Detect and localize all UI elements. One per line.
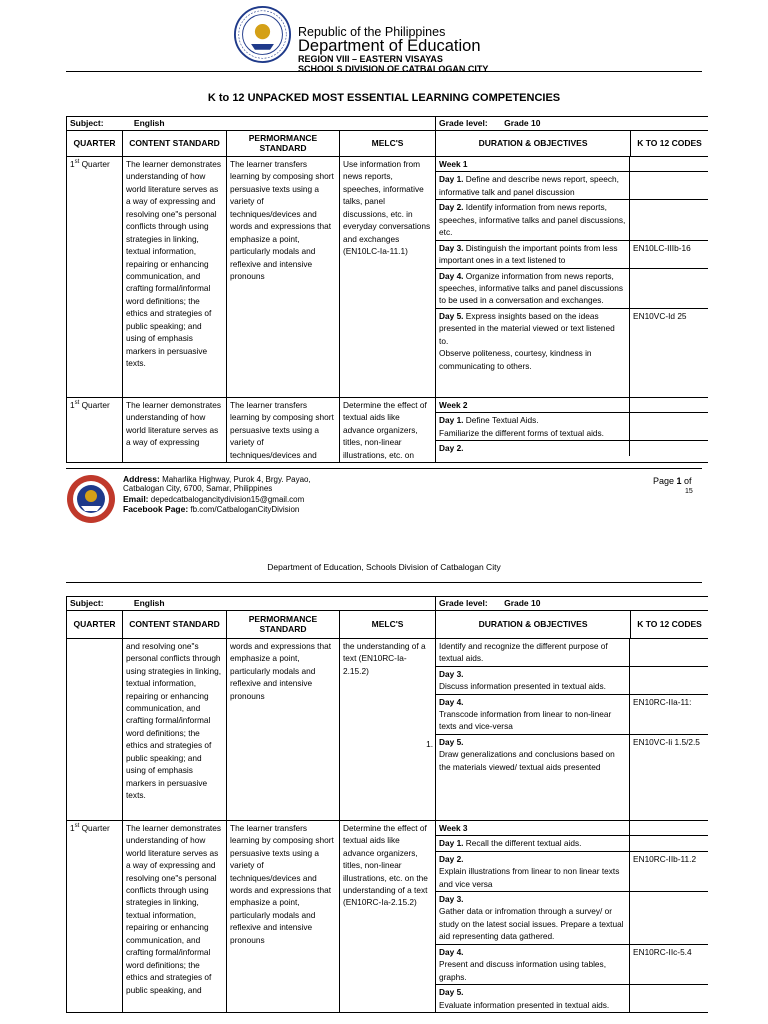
list-item <box>436 398 708 413</box>
list-item <box>436 269 708 309</box>
day-label: Day 2. <box>439 853 464 864</box>
melc-table-page2 <box>66 596 708 1013</box>
page-prefix: Page <box>653 476 677 486</box>
code-cell: EN10VC-Ii 1.5/2.5 <box>633 736 700 747</box>
col-duration-objectives: DURATION & OBJECTIVES <box>436 610 631 638</box>
objectives-stack <box>436 157 708 398</box>
code-cell <box>630 200 708 239</box>
list-item <box>436 836 708 851</box>
code-cell <box>630 667 708 694</box>
division-logo-icon <box>66 474 116 524</box>
objective-text: Present and discuss information using tables, graphs. <box>439 959 606 982</box>
code-cell <box>630 269 708 308</box>
col-content-standard: CONTENT STANDARD <box>123 130 227 156</box>
objective-text: Distinguish the important points from less important ones in a text listened to <box>439 242 618 266</box>
subject-value: English <box>133 118 165 128</box>
region-label: REGION VIII – EASTERN VISAYAS <box>298 54 443 64</box>
page-current: 1 <box>676 476 682 486</box>
page-total: 15 <box>685 488 693 495</box>
objective-text: Define Textual Aids. <box>463 415 539 426</box>
col-melcs: MELC'S <box>340 130 436 156</box>
list-item <box>436 892 708 945</box>
page-number <box>653 476 693 495</box>
table-row <box>67 397 709 462</box>
melc-cell: Determine the effect of textual aids like advance organizers, titles, non-linear illustrations, etc. on <box>340 397 436 462</box>
facebook-label: Facebook Page: <box>123 504 189 515</box>
week-label: Week 3 <box>439 822 468 833</box>
day-label: Day 5. <box>439 736 464 747</box>
grade-value: Grade 10 <box>504 598 541 608</box>
code-cell <box>630 172 708 199</box>
objective-text: Evaluate information presented in textual aids. <box>439 999 610 1010</box>
code-cell <box>630 892 708 944</box>
col-k12-codes: K TO 12 CODES <box>631 610 708 638</box>
page-of: of <box>681 476 692 486</box>
objective-text: Identify information from news reports, speeches, informative talks and panel discussions, etc. <box>439 202 626 238</box>
objective-text: Draw generalizations and conclusions based on the materials viewed/ textual aids presented <box>439 749 615 772</box>
objective-text: Observe politeness, courtesy, kindness in communicating to others. <box>439 348 592 371</box>
list-item <box>436 309 708 397</box>
col-duration-objectives: DURATION & OBJECTIVES <box>436 130 631 156</box>
col-content-standard: CONTENT STANDARD <box>123 610 227 638</box>
col-performance-standard: PERMORMANCE STANDARD <box>227 610 340 638</box>
objective-text: Transcode information from linear to non-linear texts and vice-versa <box>439 708 612 732</box>
performance-standard-cell: words and expressions that emphasize a point, particularly modals and reflexive and intensive pronouns <box>227 638 340 820</box>
list-marker: 1. <box>426 738 434 749</box>
subject-value: English <box>133 598 165 608</box>
grade-cell <box>436 597 708 611</box>
performance-standard-cell: The learner transfers learning by composing short persuasive texts using a variety of techniques/devices and <box>227 397 340 462</box>
objective-text: Familiarize the different forms of textual aids. <box>439 427 604 438</box>
code-cell <box>630 441 708 455</box>
quarter-cell: 1st Quarter <box>67 157 123 398</box>
day-label: Day 3. <box>439 894 464 904</box>
day-label: Day 3. <box>439 242 464 253</box>
division-label: SCHOOLS DIVISION OF CATBALOGAN CITY <box>298 64 489 74</box>
objective-text: Organize information from news reports, speeches, informative talks and panel discussions to be used in a conversation and exchanges. <box>439 270 624 306</box>
day-label: Day 5. <box>439 310 464 321</box>
col-melcs: MELC'S <box>340 610 436 638</box>
list-item <box>436 639 708 667</box>
grade-label: Grade level: <box>439 118 488 128</box>
quarter-cell <box>67 638 123 820</box>
code-cell: EN10VC-Id 25 <box>633 310 687 321</box>
day-label: Day 4. <box>439 270 464 281</box>
code-cell <box>630 413 708 440</box>
objectives-stack <box>436 397 708 462</box>
col-k12-codes: K TO 12 CODES <box>631 130 708 156</box>
deped-seal-icon <box>234 6 291 63</box>
col-performance-standard: PERMORMANCE STANDARD <box>227 130 340 156</box>
list-item <box>436 441 708 455</box>
footer-contact <box>123 474 311 515</box>
code-cell <box>630 157 708 171</box>
content-standard-cell: and resolving one"s personal conflicts through using strategies in linking, textual information, repairing or enhancing communication, and crafting formal/informal word definitions; the ethics and strategies of public speaking; and using of emphasis markers in persuasive texts. <box>123 638 227 820</box>
content-standard-cell: The learner demonstrates understanding of how world literature serves as a way of expressing <box>123 397 227 462</box>
objectives-stack <box>436 820 708 1012</box>
grade-cell <box>436 117 708 131</box>
week-label: Week 2 <box>439 399 468 410</box>
grade-value: Grade 10 <box>504 118 541 128</box>
footer-divider <box>66 468 702 469</box>
melc-table-page1 <box>66 116 708 463</box>
quarter-cell: 1st Quarter <box>67 397 123 462</box>
day-label: Day 4. <box>439 696 464 707</box>
subject-label: Subject: <box>70 118 104 128</box>
header-divider <box>66 71 702 72</box>
list-item <box>436 667 708 695</box>
list-item <box>436 413 708 441</box>
day-label: Day 1. <box>439 174 464 185</box>
list-item <box>436 157 708 172</box>
performance-standard-cell: The learner transfers learning by composing short persuasive texts using a variety of techniques/devices and words and expressions that emphasize a point, particularly modals and reflexive and intensive pronouns <box>227 820 340 1012</box>
objective-text: Identify and recognize the different purpose of textual aids. <box>439 640 608 664</box>
table-row <box>67 820 709 1012</box>
list-item <box>436 985 708 1012</box>
republic-label: Republic of the Philippines <box>298 25 446 39</box>
list-item <box>436 735 708 820</box>
list-item <box>436 241 708 269</box>
page2-divider <box>66 582 702 583</box>
melc-text: the understanding of a text (EN10RC-Ia-2.15.2) <box>343 640 426 676</box>
week-label: Week 1 <box>439 159 468 169</box>
address-value: Maharlika Highway, Purok 4, Brgy. Payao, <box>159 475 311 484</box>
performance-standard-cell: The learner transfers learning by composing short persuasive texts using a variety of techniques/devices and words and expressions that emphasize a point, particularly modals and reflexive and intensive pronouns <box>227 157 340 398</box>
day-label: Day 4. <box>439 946 464 957</box>
facebook-link[interactable]: fb.com/CatbaloganCityDivision <box>188 505 300 515</box>
objective-text: Recall the different textual aids. <box>463 838 582 849</box>
code-cell <box>630 821 708 835</box>
page2-table-region <box>66 596 708 1024</box>
col-quarter: QUARTER <box>67 130 123 156</box>
code-cell: EN10RC-IIa-11: <box>633 696 692 707</box>
code-cell: EN10LC-IIIb-16 <box>633 242 691 253</box>
list-item <box>436 200 708 240</box>
department-label: Department of Education <box>298 37 481 55</box>
day-label: Day 2. <box>439 202 464 213</box>
table-row <box>67 157 709 398</box>
day-label: Day 1. <box>439 415 464 426</box>
melc-cell <box>340 638 436 820</box>
col-quarter: QUARTER <box>67 610 123 638</box>
subject-cell <box>67 597 436 611</box>
list-item <box>436 821 708 836</box>
document-title: K to 12 UNPACKED MOST ESSENTIAL LEARNING COMPETENCIES <box>207 92 561 104</box>
page1-table-region <box>66 116 708 468</box>
table-row <box>67 638 709 820</box>
objective-text: Explain illustrations from linear to non linear texts and vice versa <box>439 866 620 889</box>
day-label: Day 3. <box>439 668 464 679</box>
address-label: Address: <box>123 474 160 484</box>
melc-cell: Use information from news reports, speeches, informative talks, panel discussions, etc. in everyday conversations and exchanges (EN10LC-Ia-11.1) <box>340 157 436 398</box>
grade-label: Grade level: <box>439 598 488 608</box>
quarter-cell: 1st Quarter <box>67 820 123 1012</box>
list-item <box>436 852 708 892</box>
objective-text: Express insights based on the ideas presented in the material viewed or text listened to. <box>439 310 615 346</box>
list-item <box>436 695 708 735</box>
code-cell <box>630 639 708 666</box>
address-line2: Catbalogan City, 6700, Samar, Philippines <box>123 484 273 494</box>
day-label: Day 1. <box>439 838 464 849</box>
list-item <box>436 945 708 985</box>
code-cell: EN10RC-IIb-11.2 <box>633 853 697 864</box>
content-standard-cell: The learner demonstrates understanding of how world literature serves as a way of expressing and resolving one"s personal conflicts through using strategies in linking, textual information, repairing or enhancing communication, and crafting formal/informal word definitions; the ethics and strategies of public speaking; and using of emphasis markers in persuasive texts. <box>123 157 227 398</box>
page2-header: Department of Education, Schools Division of Catbalogan City <box>267 562 501 572</box>
content-standard-cell: The learner demonstrates understanding of how world literature serves as a way of expressing and resolving one"s personal conflicts through using strategies in linking, textual information, repairing or enhancing communication, and crafting formal/informal word definitions; the ethics and strategies of public speaking, and <box>123 820 227 1012</box>
code-cell <box>630 398 708 412</box>
day-label: Day 2. <box>439 443 464 454</box>
code-cell <box>630 985 708 1012</box>
subject-label: Subject: <box>70 598 104 608</box>
objectives-stack <box>436 638 708 820</box>
objective-text: Discuss information presented in textual aids. <box>439 681 606 692</box>
day-label: Day 5. <box>439 987 464 998</box>
code-cell: EN10RC-IIc-5.4 <box>633 946 692 957</box>
subject-cell <box>67 117 436 131</box>
email-label: Email: <box>123 493 149 504</box>
email-link[interactable]: depedcatbalogancitydivision15@gmail.com <box>148 494 305 504</box>
objective-text: Define and describe news report, speech, informative talk and panel discussion <box>439 174 619 197</box>
melc-cell: Determine the effect of textual aids like advance organizers, titles, non-linear illustrations, etc. on the understanding of a text (EN10RC-Ia-2.15.2) <box>340 820 436 1012</box>
objective-text: Gather data or infromation through a survey/ or study on the latest social issues. Prepare a textual aid representing data gathered. <box>439 906 624 942</box>
code-cell <box>630 836 708 850</box>
list-item <box>436 172 708 200</box>
